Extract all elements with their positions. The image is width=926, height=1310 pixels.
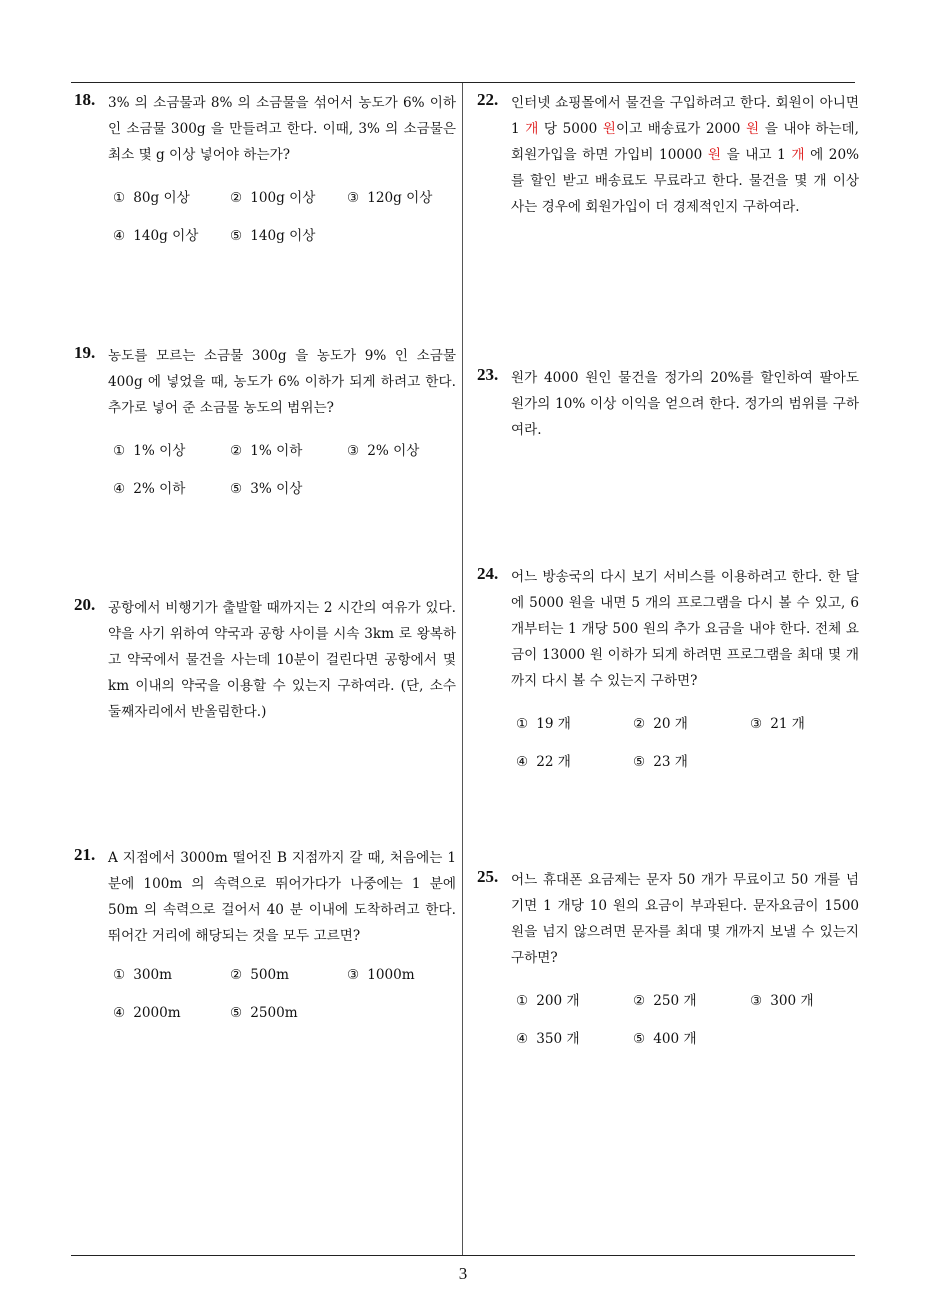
question-number: 19. (74, 343, 96, 362)
question-number: 20. (74, 595, 96, 614)
choice-5[interactable]: ⑤ 140g 이상 (230, 228, 316, 244)
question-21 (74, 845, 456, 1043)
choice-2[interactable]: ② 500m (230, 967, 290, 983)
choice-2[interactable]: ② 1% 이하 (230, 443, 303, 459)
question-text: 공항에서 비행기가 출발할 때까지는 2 시간의 여유가 있다. 약을 사기 위하여 약국과 공항 사이를 시속 3km 로 왕복하고 약국에서 물건을 사는데 10분이 걸린다면 공항에서 몇 km 이내의 약국을 이용할 수 있는지 구하여라. (단, 소수 둘째자리에서 반올림한다.) (108, 600, 456, 720)
choice-1[interactable]: ① 19 개 (516, 716, 571, 732)
top-rule (71, 82, 855, 83)
question-19 (74, 343, 456, 515)
choice-4[interactable]: ④ 2% 이하 (113, 481, 186, 497)
choice-3[interactable]: ③ 1000m (347, 967, 415, 983)
choice-list (511, 989, 859, 1065)
question-number: 22. (477, 90, 499, 109)
question-text: A 지점에서 3000m 떨어진 B 지점까지 갈 때, 처음에는 1 분에 100m 의 속력으로 뛰어가다가 나중에는 1 분에 50m 의 속력으로 걸어서 40 분 이내에 도착하려고 한다. 뛰어간 거리에 해당되는 것을 모두 고르면? (108, 850, 456, 944)
question-20 (74, 595, 456, 725)
choice-1[interactable]: ① 1% 이상 (113, 443, 186, 459)
question-number: 23. (477, 365, 499, 384)
choice-5[interactable]: ⑤ 23 개 (633, 754, 688, 770)
choice-list (511, 712, 859, 788)
question-text: 원가 4000 원인 물건을 정가의 20%를 할인하여 팔아도 원가의 10% 이상 이익을 얻으려 한다. 정가의 범위를 구하여라. (511, 370, 859, 438)
question-text: 농도를 모르는 소금물 300g 을 농도가 9% 인 소금물 400g 에 넣었을 때, 농도가 6% 이하가 되게 하려고 한다. 추가로 넣어 준 소금물 농도의 범위는? (108, 348, 456, 416)
choice-1[interactable]: ① 200 개 (516, 993, 580, 1009)
question-number: 24. (477, 564, 499, 583)
choice-2[interactable]: ② 20 개 (633, 716, 688, 732)
choice-4[interactable]: ④ 350 개 (516, 1031, 580, 1047)
question-text: 인터넷 쇼핑몰에서 물건을 구입하려고 한다. 회원이 아니면 1 개 당 5000 원이고 배송료가 2000 원 을 내야 하는데, 회원가입을 하면 가입비 10000 원 을 내고 1 개 에 20% 를 할인 받고 배송료도 무료라고 한다. 물건을 몇 개 이상 사는 경우에 회원가입이 더 경제적인지 구하여라. (511, 95, 860, 215)
question-text: 어느 휴대폰 요금제는 문자 50 개가 무료이고 50 개를 넘기면 1 개당 10 원의 요금이 부과된다. 문자요금이 1500 원을 넘지 않으려면 문자를 최대 몇 개까지 보낼 수 있는지 구하면? (511, 872, 859, 966)
choice-list (108, 186, 456, 262)
question-22 (477, 90, 859, 220)
question-23 (477, 365, 859, 443)
choice-1[interactable]: ① 300m (113, 967, 173, 983)
choice-3[interactable]: ③ 300 개 (750, 993, 814, 1009)
choice-5[interactable]: ⑤ 3% 이상 (230, 481, 303, 497)
choice-list (108, 439, 456, 515)
question-18 (74, 90, 456, 262)
question-25 (477, 867, 859, 1065)
choice-list (108, 967, 456, 1043)
page-number: 3 (458, 1264, 468, 1283)
choice-5[interactable]: ⑤ 2500m (230, 1005, 298, 1021)
column-divider (462, 83, 463, 1255)
choice-4[interactable]: ④ 22 개 (516, 754, 571, 770)
choice-4[interactable]: ④ 140g 이상 (113, 228, 199, 244)
question-24 (477, 564, 859, 788)
choice-3[interactable]: ③ 120g 이상 (347, 190, 433, 206)
choice-5[interactable]: ⑤ 400 개 (633, 1031, 697, 1047)
choice-3[interactable]: ③ 2% 이상 (347, 443, 420, 459)
question-text: 어느 방송국의 다시 보기 서비스를 이용하려고 한다. 한 달에 5000 원을 내면 5 개의 프로그램을 다시 볼 수 있고, 6 개부터는 1 개당 500 원의 추가 요금을 내야 한다. 전체 요금이 13000 원 이하가 되게 하려면 프로그램을 최대 몇 개까지 다시 볼 수 있는지 구하면? (511, 569, 859, 689)
question-number: 18. (74, 90, 96, 109)
question-number: 25. (477, 867, 499, 886)
choice-2[interactable]: ② 250 개 (633, 993, 697, 1009)
question-number: 21. (74, 845, 96, 864)
bottom-rule (71, 1255, 855, 1256)
choice-3[interactable]: ③ 21 개 (750, 716, 805, 732)
choice-4[interactable]: ④ 2000m (113, 1005, 181, 1021)
question-text: 3% 의 소금물과 8% 의 소금물을 섞어서 농도가 6% 이하인 소금물 300g 을 만들려고 한다. 이때, 3% 의 소금물은 최소 몇 g 이상 넣어야 하는가? (108, 95, 456, 163)
choice-1[interactable]: ① 80g 이상 (113, 190, 190, 206)
choice-2[interactable]: ② 100g 이상 (230, 190, 316, 206)
